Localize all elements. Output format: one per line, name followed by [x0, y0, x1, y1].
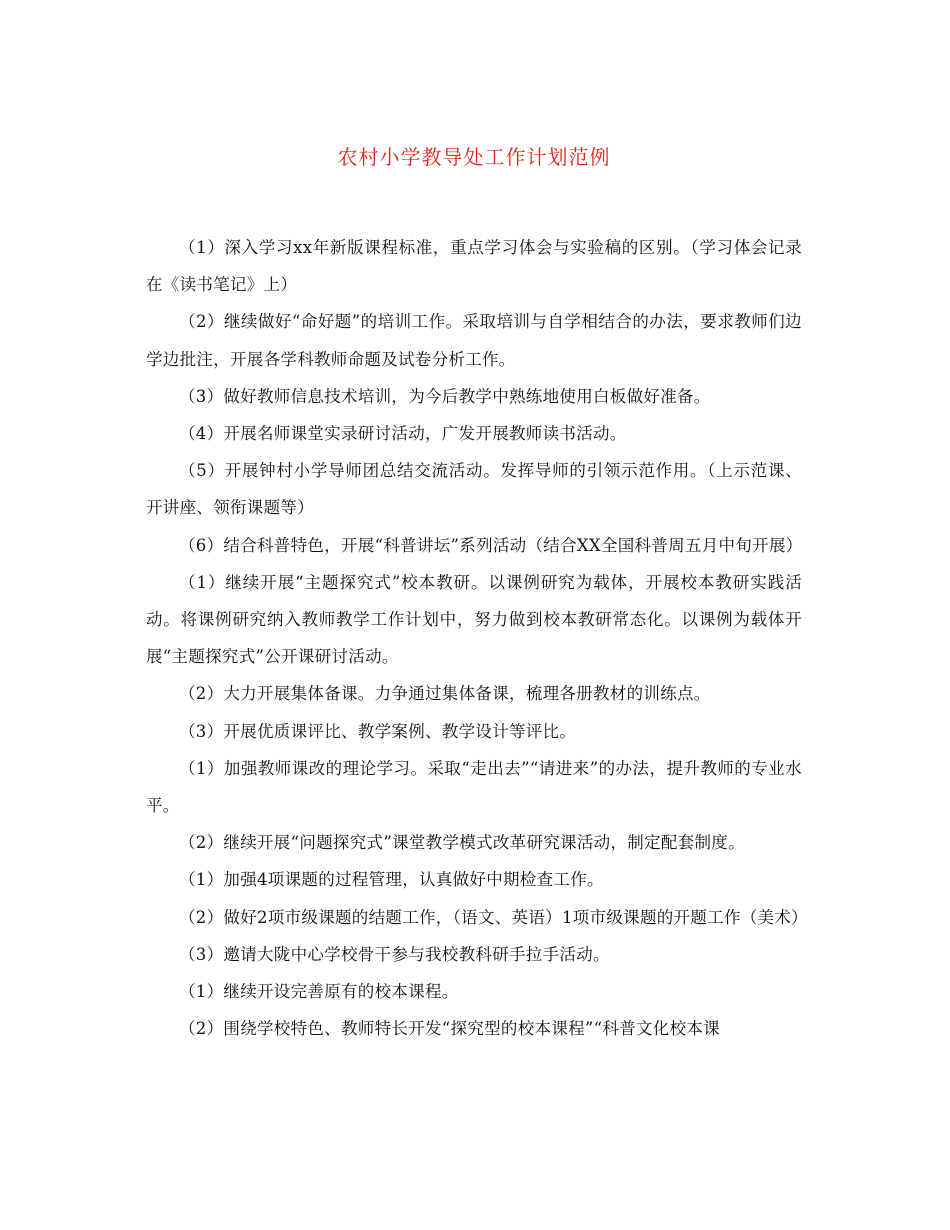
paragraph: （1）加强教师课改的理论学习。采取“走出去”“请进来”的办法，提升教师的专业水平。 — [146, 758, 802, 816]
paragraph: （2）做好2项市级课题的结题工作，（语文、英语）1项市级课题的开题工作（美术） — [179, 907, 808, 927]
paragraph: （3）做好教师信息技术培训，为今后教学中熟练地使用白板做好准备。 — [179, 386, 711, 406]
paragraph: （1）继续开设完善原有的校本课程。 — [179, 982, 459, 1002]
paragraph: （3）开展优质课评比、教学案例、教学设计等评比。 — [179, 721, 577, 741]
paragraph: （2）继续开展“问题探究式”课堂教学模式改革研究课活动，制定配套制度。 — [179, 833, 745, 853]
paragraph: （5）开展钟村小学导师团总结交流活动。发挥导师的引领示范作用。（上示范课、开讲座、领衔课题等） — [146, 461, 802, 518]
paragraph: （6）结合科普特色，开展“科普讲坛”系列活动（结合XX全国科普周五月中旬开展） — [179, 535, 803, 555]
document-body — [146, 229, 808, 1047]
paragraph: （2）继续做好“命好题”的培训工作。采取培训与自学相结合的办法，要求教师们边学边批注，开展各学科教师命题及试卷分析工作。 — [146, 312, 802, 369]
paragraph: （3）邀请大陇中心学校骨干参与我校教科研手拉手活动。 — [179, 944, 610, 964]
paragraph: （1）加强4项课题的过程管理，认真做好中期检查工作。 — [179, 870, 604, 890]
paragraph: （2）大力开展集体备课。力争通过集体备课，梳理各册教材的训练点。 — [179, 684, 711, 704]
paragraph: （2）围绕学校特色、教师特长开发“探究型的校本课程”“科普文化校本课 — [179, 1019, 721, 1039]
document-title: 农村小学教导处工作计划范例 — [337, 145, 611, 169]
paragraph: （1）深入学习xx年新版课程标准，重点学习体会与实验稿的区别。（学习体会记录在《读书笔记》上） — [146, 238, 802, 295]
paragraph: （4）开展名师课堂实录研讨活动，广发开展教师读书活动。 — [179, 424, 627, 444]
paragraph: （1）继续开展“主题探究式”校本教研。以课例研究为载体，开展校本教研实践活动。将课例研究纳入教师教学工作计划中，努力做到校本教研常态化。以课例为载体开展“主题探究式”公开课研讨活动。 — [146, 572, 802, 667]
